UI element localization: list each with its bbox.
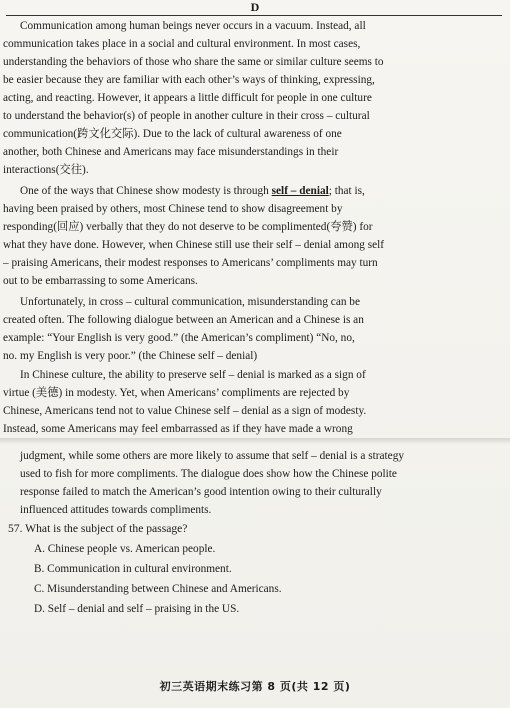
passage-line: virtue (美德) in modesty. Yet, when Americans’ compliments are rejected by <box>3 387 350 399</box>
passage-line: In Chinese culture, the ability to preserve self – denial is marked as a sign of <box>20 369 366 381</box>
passage-line: – praising Americans, their modest responses to Americans’ compliments may turn <box>3 257 378 269</box>
passage-line: example: “Your English is very good.” (the American’s compliment) “No, no, <box>3 332 355 344</box>
passage-line: created often. The following dialogue between an American and a Chinese is an <box>3 314 364 326</box>
emphasized-term: self – denial <box>271 185 329 197</box>
option-d: D. Self – denial and self – praising in the US. <box>34 603 240 615</box>
option-b: B. Communication in cultural environment. <box>34 563 232 575</box>
passage-line: responding(回应) verbally that they do not deserve to be complimented(夸赞) for <box>3 221 373 233</box>
header-rule <box>6 15 502 16</box>
section-letter: D <box>250 0 260 14</box>
passage-line: to understand the behavior(s) of people in another culture in their cross – cultural <box>3 110 370 122</box>
passage-line: another, both Chinese and Americans may face misunderstandings in their <box>3 146 339 158</box>
passage-line: communication takes place in a social and cultural environment. In most cases, <box>3 38 361 50</box>
passage-line: understanding the behaviors of those who share the same or similar culture seems to <box>3 56 384 68</box>
passage-line: Unfortunately, in cross – cultural communication, misunderstanding can be <box>20 296 360 308</box>
passage-line: having been praised by others, most Chinese tend to show disagreement by <box>3 203 343 215</box>
passage-line: what they have done. However, when Chinese still use their self – denial among self <box>3 239 385 251</box>
page-footer: 初三英语期末练习第 8 页(共 12 页) <box>159 680 351 693</box>
passage-line: Chinese, Americans tend not to value Chinese self – denial as a sign of modesty. <box>3 405 367 417</box>
passage-line: no. my English is very poor.” (the Chinese self – denial) <box>3 350 258 362</box>
question-stem: 57. What is the subject of the passage? <box>8 522 188 535</box>
passage-line: communication(跨文化交际). Due to the lack of cultural awareness of one <box>3 128 342 140</box>
passage-line: judgment, while some others are more likely to assume that self – denial is a strategy <box>20 450 404 462</box>
option-c: C. Misunderstanding between Chinese and Americans. <box>34 583 282 595</box>
passage-line: be easier because they are familiar with each other’s ways of thinking, expressing, <box>3 74 375 86</box>
passage-line: out to be embarrassing to some Americans. <box>3 275 198 287</box>
passage-line: used to fish for more compliments. The dialogue does show how the Chinese polite <box>20 468 397 480</box>
passage-line: interactions(交往). <box>3 164 89 176</box>
passage-line: response failed to match the American’s good intention owing to their culturally <box>20 486 382 498</box>
passage-line: Instead, some Americans may feel embarrassed as if they have made a wrong <box>3 423 353 435</box>
passage-line: influenced attitudes towards compliments. <box>20 504 212 516</box>
passage-line: One of the ways that Chinese show modesty is through self – denial; that is, <box>20 185 365 197</box>
passage-line: acting, and reacting. However, it appears a little difficult for people in one culture <box>3 92 372 104</box>
passage-line: Communication among human beings never occurs in a vacuum. Instead, all <box>20 20 366 32</box>
option-a: A. Chinese people vs. American people. <box>34 543 216 555</box>
